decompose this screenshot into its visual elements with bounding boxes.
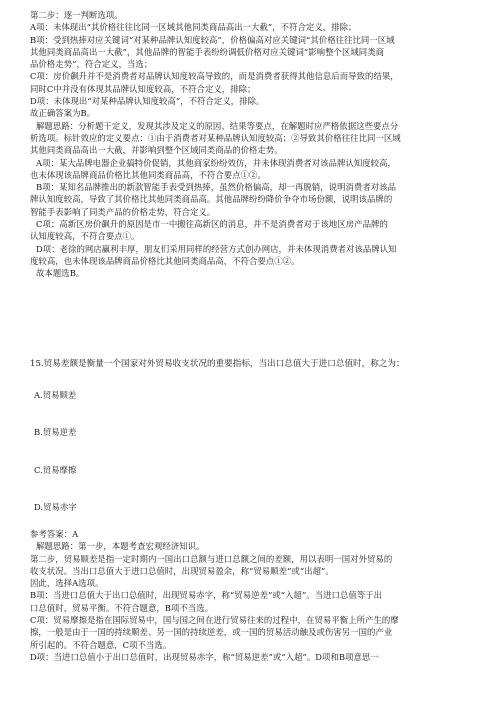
text-line: 故正确答案为B。: [30, 108, 96, 119]
text-line: C项：高新区房价飙升的原因是市一中搬往高新区的消息，并不是消费者对于该地区房产品牌的: [36, 219, 388, 230]
text-line: D项：老徐的网店赢利丰厚，朋友们采用同样的经营方式创办网店，并未体现消费者对该品牌认知: [36, 243, 397, 254]
text-line: 解题思路：第一步，本题考查宏观经济知识。: [36, 541, 205, 552]
question-stem: 15.贸易差额是衡量一个国家对外贸易收支状况的重要指标，当出口总值大于进口总值时，称之为：: [30, 359, 405, 369]
text-line: 也未体现该品牌商品价格比其他同类商品高，不符合要点①②。: [30, 169, 266, 180]
text-line: 认知度较高，不符合要点①。: [30, 231, 140, 242]
text-line: 其他同类商品高出一大截”，其他品牌的智能手表纷纷调低价格对应关键词“影响整个区域同类商: [30, 46, 385, 57]
text-line: 其他同类商品高出一大截，并影响到整个区域同类商品的价格走势。: [30, 145, 283, 156]
text-line: 同时C中并没有体现其品牌认知度较高，不符合定义，排除；: [30, 83, 256, 94]
text-line: C项：贸易摩擦是指在国际贸易中，国与国之间在进行贸易往来的过程中，在贸易平衡上所产生的摩: [30, 615, 399, 626]
text-line: 智能手表影响了同类产品的价格走势，符合定义。: [30, 206, 216, 217]
text-line: D项：当进口总值小于出口总值时，出现贸易赤字，称“贸易逆差”或“入超”。D项和B项意思一: [30, 651, 379, 662]
text-line: 第二步，贸易顺差是指一定时期内一国出口总额与进口总额之间的差额，用以表明一国对外贸易的: [30, 553, 393, 564]
text-line: 品价格走势”，符合定义，当选；: [30, 59, 153, 70]
text-line: 擦，一般是由于一国的持续顺差、另一国的持续逆差，或一国的贸易活动触及或伤害另一国的产业: [30, 627, 393, 638]
text-line: 解题思路：分析题干定义，发现其涉及定义的原因、结果等要点，在解题时应严格依据这些要点分: [36, 120, 399, 131]
text-line: 因此，选择A选项。: [30, 578, 104, 589]
text-line: 牌认知度较高，导致了其价格比其他同类商品高。其他品牌纷纷降价争夺市场份额，说明该品牌的: [30, 194, 393, 205]
text-line: 故本题选B。: [36, 268, 85, 279]
answer-line: 参考答案：A: [30, 529, 79, 539]
option-c: C.贸易摩擦: [34, 465, 77, 475]
text-line: 所引起的。不符合题意，C项不当选。: [30, 639, 172, 650]
text-line: A项：某大品牌电器企业搞特价促销，其他商家纷纷效仿，并未体现消费者对该品牌认知度较高，: [36, 157, 396, 168]
text-line: 收支状况。当出口总值大于进口总值时，出现贸易盈余，称“贸易顺差”或“出超”。: [30, 565, 334, 576]
answer-explanation: [30, 528, 476, 663]
text-line: B项：受到热捧对应关键词“对某种品牌认知度较高”，价格偏高对应关键词“其价格往往比同一区域: [30, 34, 395, 45]
text-line: B项：当进口总值大于出口总值时，出现贸易赤字，称“贸易逆差”或“入超”。当进口总值等于出: [30, 590, 383, 601]
previous-answer-explanation: [30, 9, 476, 280]
text-line: 口总值时，贸易平衡。不符合题意，B项不当选。: [30, 602, 214, 613]
text-line: D项：未体现出“对某种品牌认知度较高”，不符合定义，排除。: [30, 96, 265, 107]
text-line: B项：某知名品牌推出的新款智能手表受到热捧，虽然价格偏高，却一再脱销，说明消费者对该品: [36, 182, 397, 193]
text-line: 析选项。标针效应的定义要点：①由于消费者对某种品牌认知度较高；②导致其价格往往比同一区域: [30, 132, 401, 143]
text-line: 第二步：逐一判断选项。: [30, 10, 123, 20]
option-a: A.贸易顺差: [34, 390, 77, 400]
option-d: D.贸易赤字: [34, 502, 77, 512]
text-line: 度较高，也未体现该品牌商品价格比其他同类商品高，不符合要点①②。: [30, 255, 300, 266]
text-line: C项：房价飙升并不是消费者对品牌认知度较高导致的，而是消费者获得其他信息后而导致的结果，: [30, 71, 399, 82]
option-b: B.贸易逆差: [34, 427, 77, 437]
text-line: A项：未体现出“其价格往往比同一区域其他同类商品高出一大截”，不符合定义，排除；: [30, 22, 357, 33]
